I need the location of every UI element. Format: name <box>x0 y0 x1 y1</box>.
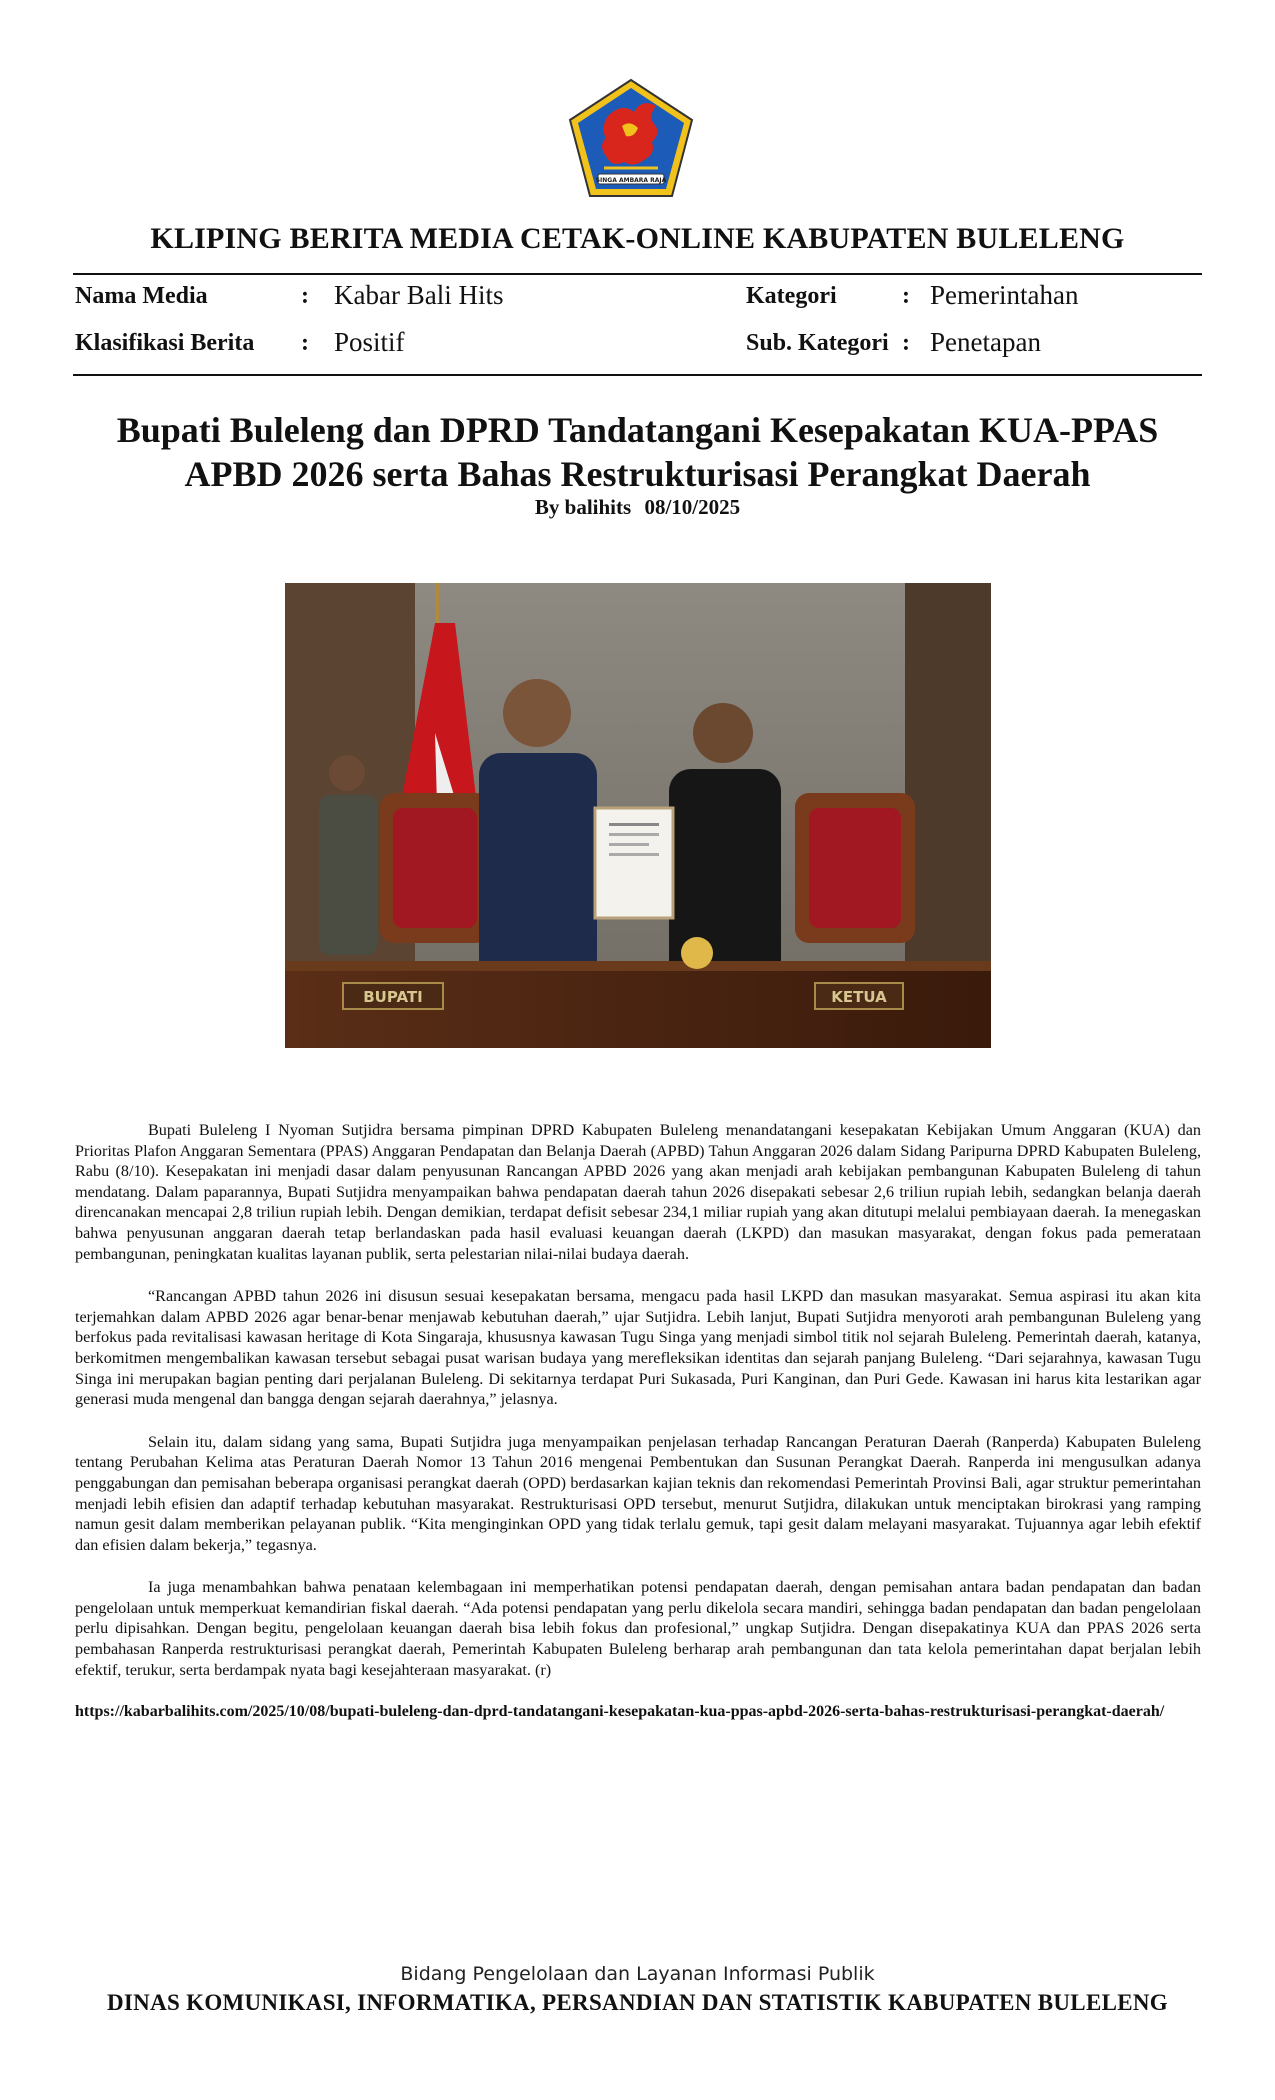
klasifikasi-colon: : <box>301 330 309 356</box>
clipping-header-title: KLIPING BERITA MEDIA CETAK-ONLINE KABUPATEN BULELENG <box>150 222 1125 255</box>
plate-bupati-label: BUPATI <box>363 988 423 1006</box>
media-name-label: Nama Media <box>75 283 208 309</box>
article-paragraph-1: Bupati Buleleng I Nyoman Sutjidra bersama pimpinan DPRD Kabupaten Buleleng menandatangani kesepakatan Kebijakan Umum Anggaran (KUA) dan Prioritas Plafon Anggaran Sementara (PPAS) Anggaran Pendapatan dan Belanja Daerah (APBD) Tahun Anggaran 2026 dalam Sidang Paripurna DPRD Kabupaten Buleleng, Rabu (8/10). Kesepakatan ini menjadi dasar dalam penyusunan Rancangan APBD 2026 yang akan menjadi arah kebijakan pembangunan Kabupaten Buleleng di tahun mendatang. Dalam paparannya, Bupati Sutjidra menyampaikan bahwa pendapatan daerah tahun 2026 disepakati sebesar 2,6 triliun rupiah lebih, sedangkan belanja daerah direncanakan mencapai 2,8 triliun rupiah lebih. Dengan demikian, terdapat defisit sebesar 234,1 miliar rupiah yang akan ditutupi melalui pembiayaan daerah. Ia menegaskan bahwa penyusunan anggaran daerah tetap berlandaskan pada hasil evaluasi keuangan daerah (LKPD) dan masukan masyarakat, dengan fokus pada pemerataan pembangunan, peningkatan kualitas layanan publik, serta pelestarian nilai-nilai budaya daerah. <box>75 1121 1201 1263</box>
media-name-value: Kabar Bali Hits <box>334 280 504 310</box>
top-divider <box>73 273 1202 275</box>
subkategori-label: Sub. Kategori <box>746 330 889 356</box>
article-paragraph-4: Ia juga menambahkan bahwa penataan kelembagaan ini memperhatikan potensi pendapatan daerah, dengan pemisahan antara badan pendapatan dan badan pengelolaan untuk memperkuat kemandirian fiskal daerah. “Ada potensi pendapatan yang perlu dikelola secara mandiri, sehingga badan pendapatan dan badan pengelolaan perlu dipisahkan. Dengan begitu, pengelolaan keuangan daerah bisa lebih fokus dan profesional,” ungkap Sutjidra. Dengan disepakatinya KUA dan PPAS 2026 serta pembahasan Ranperda restrukturisasi perangkat daerah, Pemerintah Kabupaten Buleleng berharap arah pembangunan dan tata kelola pemerintahan dapat berjalan lebih efektif, terukur, serta berdampak nyata bagi kesejahteraan masyarakat. (r) <box>75 1578 1201 1679</box>
media-name-colon: : <box>301 283 309 309</box>
byline-date: 08/10/2025 <box>644 495 741 519</box>
article-paragraph-2: “Rancangan APBD tahun 2026 ini disusun sesuai kesepakatan bersama, mengacu pada hasil LKPD dan masukan masyarakat. Semua aspirasi itu akan kita terjemahkan dalam APBD 2026 agar benar-benar menjawab kebutuhan daerah,” ujar Sutjidra. Lebih lanjut, Bupati Sutjidra menyoroti arah pembangunan Buleleng yang berfokus pada revitalisasi kawasan heritage di Kota Singaraja, khususnya kawasan Tugu Singa yang menjadi simbol titik nol sejarah Buleleng. Pemerintah daerah, katanya, berkomitmen mengembalikan kawasan tersebut sebagai pusat warisan budaya yang merefleksikan identitas dan sejarah panjang Buleleng. “Dari sejarahnya, kawasan Tugu Singa ini merupakan bagian penting dari perjalanan Buleleng. Di sekitarnya terdapat Puri Sukasada, Puri Kanginan, dan Puri Gede. Kawasan ini harus kita lestarikan agar generasi muda mengenal dan bangga dengan sejarah daerahnya,” jelasnya. <box>75 1287 1201 1409</box>
article-paragraph-3: Selain itu, dalam sidang yang sama, Bupati Sutjidra juga menyampaikan penjelasan terhadap Rancangan Peraturan Daerah (Ranperda) Kabupaten Buleleng tentang Perubahan Kelima atas Peraturan Daerah Nomor 13 Tahun 2016 mengenai Pembentukan dan Susunan Perangkat Daerah. Ranperda ini mengusulkan adanya penggabungan dan pemisahan beberapa organisasi perangkat daerah (OPD) berdasarkan kajian teknis dan rekomendasi Pemerintah Provinsi Bali, agar struktur pemerintahan menjadi lebih efisien dan adaptif terhadap kebutuhan masyarakat. Restrukturisasi OPD tersebut, menurut Sutjidra, dilakukan untuk menciptakan birokrasi yang ramping namun gesit dalam memberikan pelayanan publik. “Kita menginginkan OPD yang tidak terlalu gemuk, tapi gesit dalam melayani masyarakat. Tujuannya agar lebih efektif dan efisien dalam bekerja,” tegasnya. <box>75 1432 1201 1554</box>
article-title-line1: Bupati Buleleng dan DPRD Tandatangani Kesepakatan KUA-PPAS <box>116 410 1159 450</box>
klasifikasi-label: Klasifikasi Berita <box>75 330 255 356</box>
subkategori-colon: : <box>902 330 910 356</box>
buleleng-crest-logo <box>564 76 698 200</box>
subkategori-value: Penetapan <box>930 327 1041 357</box>
plate-ketua-label: KETUA <box>831 988 887 1006</box>
crest-motto-text: SINGA AMBARA RAJA <box>595 177 667 184</box>
kategori-colon: : <box>902 283 910 309</box>
article-photo <box>285 583 991 1048</box>
kategori-value: Pemerintahan <box>930 280 1079 310</box>
source-url-link[interactable]: https://kabarbalihits.com/2025/10/08/bupati-buleleng-dan-dprd-tandatangani-kesepakatan-kua-ppas-apbd-2026-serta-bahas-restrukturisasi-perangkat-daerah/ <box>75 1703 1165 1721</box>
byline-author: By balihits <box>534 495 632 519</box>
kategori-label: Kategori <box>746 283 837 309</box>
article-body <box>75 1120 1201 1722</box>
footer-agency: DINAS KOMUNIKASI, INFORMATIKA, PERSANDIAN DAN STATISTIK KABUPATEN BULELENG <box>107 1990 1168 2015</box>
klasifikasi-value: Positif <box>334 327 405 357</box>
byline <box>0 495 1275 520</box>
crest-icon <box>564 76 698 200</box>
meta-bottom-divider <box>73 374 1202 376</box>
article-title <box>60 408 1215 496</box>
footer-division: Bidang Pengelolaan dan Layanan Informasi Publik <box>400 1963 875 1985</box>
article-title-line2: APBD 2026 serta Bahas Restrukturisasi Perangkat Daerah <box>184 454 1091 494</box>
